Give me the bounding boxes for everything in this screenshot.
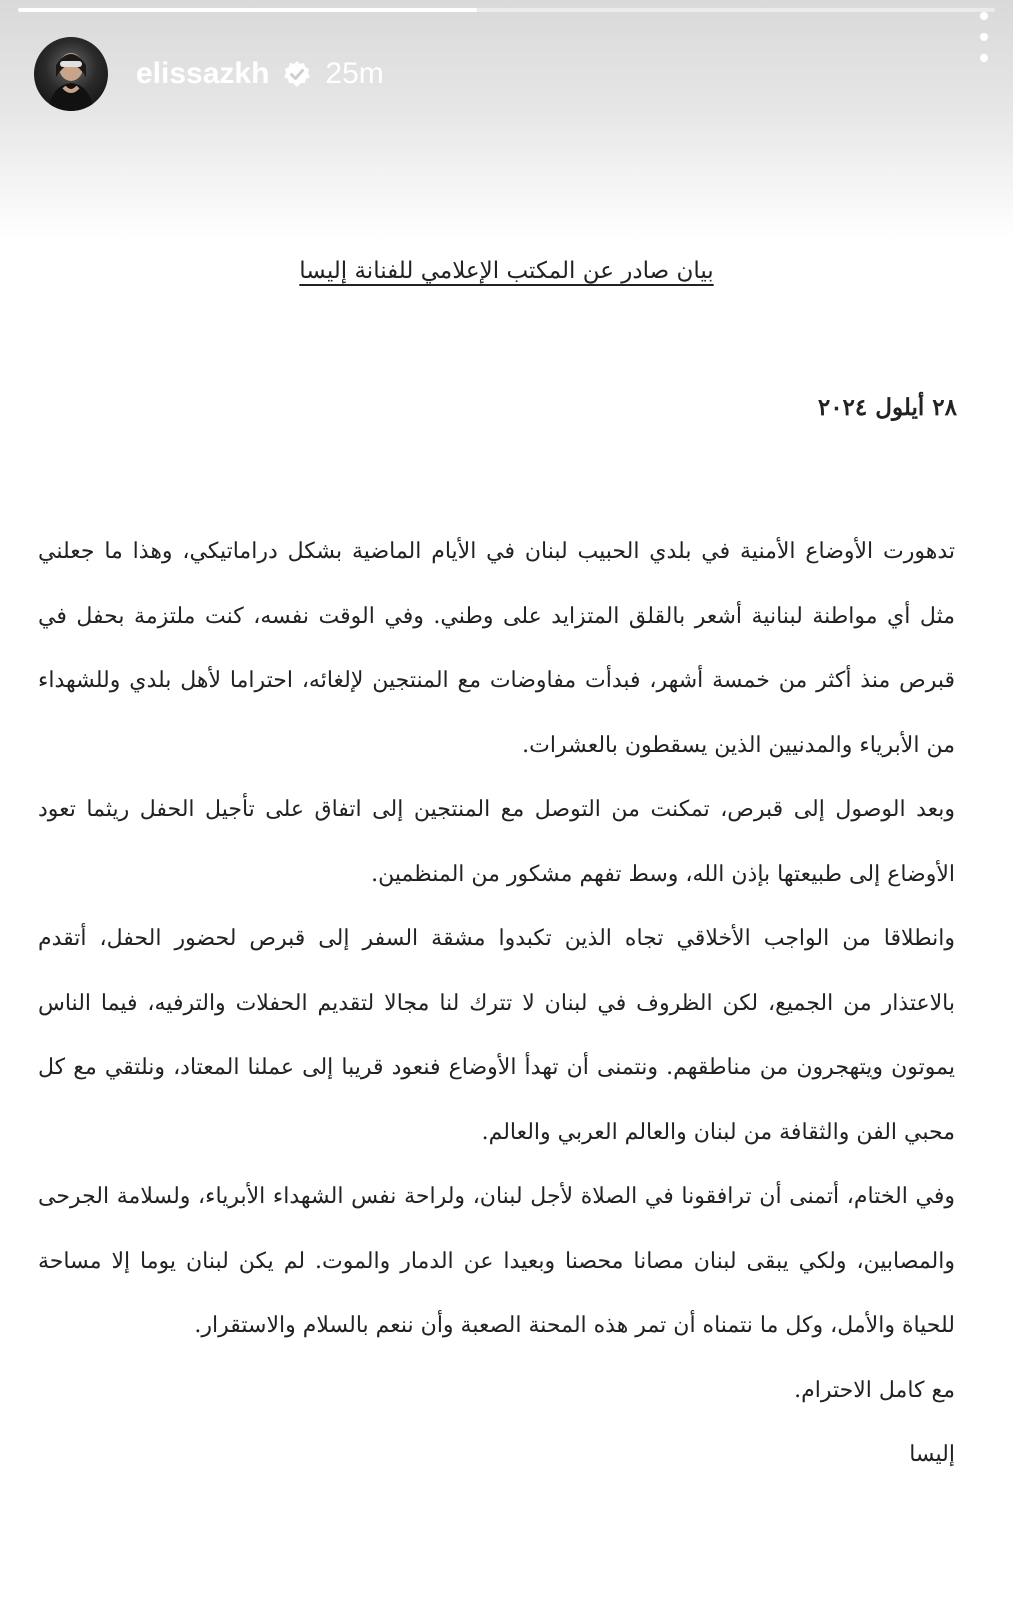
statement-signature: إليسا	[909, 1442, 955, 1467]
post-time: 25m	[325, 57, 384, 90]
statement-paragraph: وبعد الوصول إلى قبرص، تمكنت من التوصل مع المنتجين إلى اتفاق على تأجيل الحفل ريثما تعود الأوضاع إلى طبيعتها بإذن الله، وسط تفهم مشكور من المنظمين.	[38, 797, 955, 887]
more-vertical-icon	[980, 54, 988, 62]
statement-paragraph: وفي الختام، أتمنى أن ترافقونا في الصلاة لأجل لبنان، ولراحة نفس الشهداء الأبرياء، ولسلامة الجرحى والمصابين، ولكي يبقى لبنان مصانا محصنا وبعيدا عن الدمار والموت. لم يكن لبنان يوما إلا مساحة للحياة والأمل، وكل ما نتمناه أن تمر هذه المحنة الصعبة وأن ننعم بالسلام والاستقرار.	[38, 1184, 955, 1338]
statement-title-text: بيان صادر عن المكتب الإعلامي للفنانة إليسا	[299, 258, 714, 284]
statement-closing: مع كامل الاحترام.	[794, 1377, 955, 1403]
statement-title	[0, 258, 1013, 284]
statement-paragraph: تدهورت الأوضاع الأمنية في بلدي الحبيب لبنان في الأيام الماضية بشكل دراماتيكي، وهذا ما جعلني مثل أي مواطنة لبنانية أشعر بالقلق المتزايد على وطني. وفي الوقت نفسه، كنت ملتزمة بحفل في قبرص منذ أكثر من خمسة أشهر، فبدأت مفاوضات مع المنتجين لإلغائه، احتراما لأهل بلدي وللشهداء من الأبرياء والمدنيين الذين يسقطون بالعشرات.	[38, 539, 955, 758]
more-vertical-icon	[980, 33, 988, 41]
story-progress-fill	[18, 8, 477, 12]
story-header	[34, 36, 974, 112]
more-vertical-icon	[980, 12, 988, 20]
avatar-portrait-icon	[34, 37, 108, 111]
statement-date: ٢٨ أيلول ٢٠٢٤	[817, 394, 957, 421]
statement-paragraph: وانطلاقا من الواجب الأخلاقي تجاه الذين تكبدوا مشقة السفر إلى قبرص لحضور الحفل، أتقدم بالاعتذار من الجميع، لكن الظروف في لبنان لا تترك لنا مجالا لتقديم الحفلات والترفيه، فيما الناس يموتون ويتهجرون من مناطقهم. ونتمنى أن تهدأ الأوضاع فنعود قريبا إلى عملنا المعتاد، ونلتقي مع كل محبي الفن والثقافة من لبنان والعالم العربي والعالم.	[38, 926, 955, 1145]
avatar[interactable]	[34, 37, 108, 111]
story-progress-bar	[18, 8, 995, 12]
statement-body	[38, 520, 955, 1488]
more-options-button[interactable]	[969, 12, 999, 62]
verified-badge-icon	[283, 60, 311, 88]
username[interactable]: elissazkh	[136, 57, 270, 90]
